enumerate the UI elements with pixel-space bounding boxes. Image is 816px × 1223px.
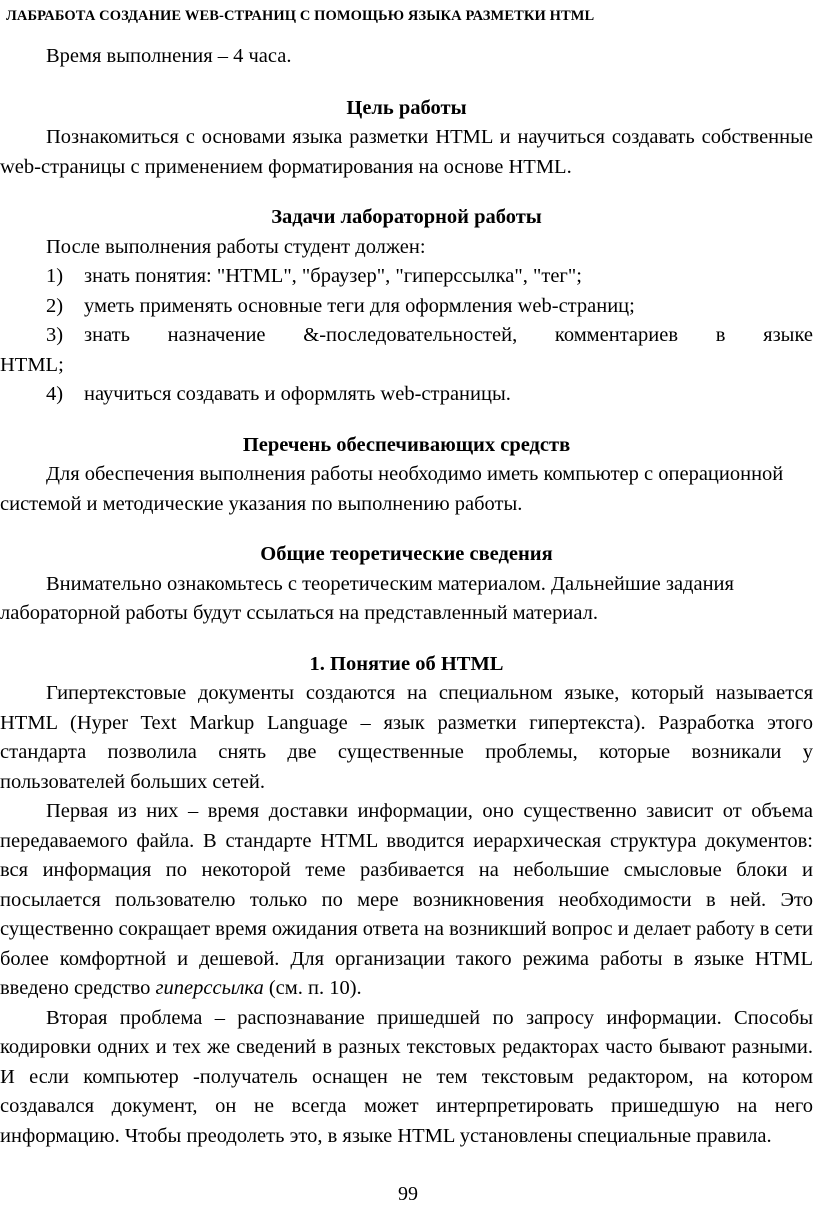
task-item-2 bbox=[0, 292, 813, 322]
task-text: уметь применять основные теги для оформления web-страниц; bbox=[84, 294, 635, 317]
theory-text: Внимательно ознакомьтесь с теоретическим материалом. Дальнейшие задания лабораторной работы будут ссылаться на представленный материал. bbox=[0, 572, 734, 624]
goal-text: Познакомиться с основами языка разметки HTML и научиться создавать собственные web-страницы с применением форматирования на основе HTML. bbox=[0, 126, 813, 178]
page-number: 99 bbox=[398, 1183, 418, 1205]
task-text: знать понятия: "HTML", "браузер", "гиперссылка", "тег"; bbox=[84, 265, 582, 287]
tasks-heading: Задачи лабораторной работы bbox=[271, 206, 542, 228]
task-item-3-continuation: HTML; bbox=[0, 353, 64, 376]
section-1-paragraph-3: Вторая проблема – распознавание пришедшей по запросу информации. Способы кодировки одних и тех же сведений в разных текстовых редакторах часто бывают разными. И если компьютер -получатель оснащен не тем текстовым редактором, на котором создавался документ, он не всегда может интерпретировать пришедшую на него информацию. Чтобы преодолеть это, в языке HTML установлены специальные правила. bbox=[0, 1006, 813, 1147]
task-text: знать назначение &-последовательностей, комментариев в языке bbox=[84, 324, 813, 346]
resources-heading: Перечень обеспечивающих средств bbox=[242, 433, 571, 456]
theory-heading: Общие теоретические сведения bbox=[260, 543, 553, 565]
task-item-1 bbox=[0, 262, 813, 292]
page-content bbox=[0, 42, 813, 1151]
task-number: 1) bbox=[46, 265, 64, 287]
running-header: ЛАБРАБОТА СОЗДАНИЕ WEB-СТРАНИЦ С ПОМОЩЬЮ ЯЗЫКА РАЗМЕТКИ HTML bbox=[6, 8, 595, 24]
tasks-lead: После выполнения работы студент должен: bbox=[46, 235, 426, 258]
task-item-4 bbox=[0, 380, 813, 410]
paragraph-2-text: Первая из них – время доставки информации, оно существенно зависит от объема передаваемого файла. В стандарте HTML вводится иерархическая структура документов: вся информация по некоторой теме разбивается на небольшие смысловые блоки и посылается пользователю только по мере возникновения необходимости в ней. Это существенно сокращает время ожидания ответа на возникший вопрос и делает работу в сети более комфортной и дешевой. Для организации такого режима работы в языке HTML введено средство bbox=[0, 800, 813, 999]
task-number: 4) bbox=[46, 383, 64, 405]
task-number: 3) bbox=[46, 324, 64, 346]
task-number: 2) bbox=[46, 294, 64, 317]
section-1-paragraph-2 bbox=[0, 797, 813, 1004]
goal-heading: Цель работы bbox=[346, 96, 467, 119]
resources-text: Для обеспечения выполнения работы необходимо иметь компьютер с операционной системой и методические указания по выполнению работы. bbox=[0, 463, 784, 515]
task-item-3 bbox=[0, 321, 813, 351]
task-text: научиться создавать и оформлять web-страницы. bbox=[84, 383, 511, 405]
section-1-heading: 1. Понятие об HTML bbox=[309, 652, 504, 675]
duration-line: Время выполнения – 4 часа. bbox=[46, 45, 292, 67]
term-hyperlink: гиперссылка bbox=[155, 977, 264, 999]
section-1-paragraph-1: Гипертекстовые документы создаются на специальном языке, который называется HTML (Hyper Text Markup Language – язык разметки гипертекста). Разработка этого стандарта позволила снять две существенные проблемы, которые возникали у пользователей больших сетей. bbox=[0, 682, 813, 793]
paragraph-2-tail: (см. п. 10). bbox=[263, 977, 362, 999]
